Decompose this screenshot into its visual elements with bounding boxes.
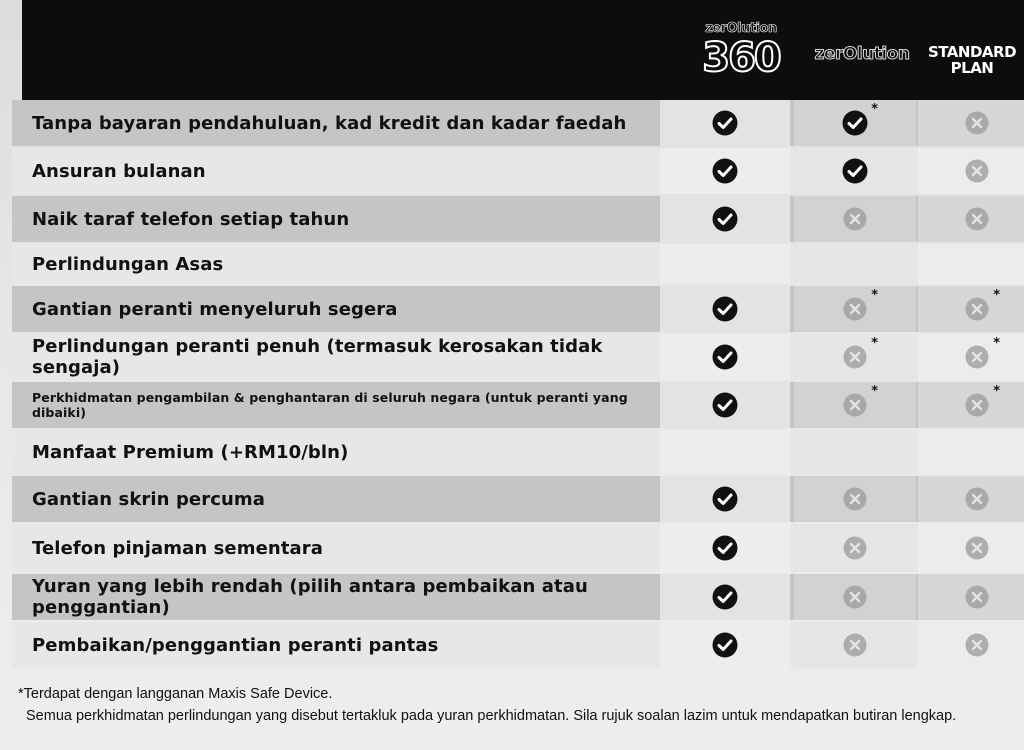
footnote-2: Semua perkhidmatan perlindungan yang disebut tertakluk pada yuran perkhidmatan. Sila rujuk soalan lazim untuk mendapatkan butiran lengkap. bbox=[26, 708, 957, 724]
check-icon bbox=[712, 486, 738, 512]
plan1-cell bbox=[660, 430, 790, 474]
plan2-cell bbox=[794, 382, 916, 428]
cross-icon bbox=[842, 486, 868, 512]
plan1-cell bbox=[660, 334, 790, 380]
feature-label: Perkhidmatan pengambilan & penghantaran di seluruh negara (untuk peranti yang dibaiki) bbox=[32, 390, 628, 420]
plan1-cell bbox=[660, 244, 790, 284]
comparison-row bbox=[12, 430, 1024, 474]
plan2-cell bbox=[794, 196, 916, 242]
asterisk-note: * bbox=[993, 384, 1000, 399]
footnote-1: *Terdapat dengan langganan Maxis Safe Device. bbox=[18, 686, 333, 702]
check-icon bbox=[712, 344, 738, 370]
plan3-cell bbox=[918, 196, 1024, 242]
asterisk-note: * bbox=[871, 384, 878, 399]
zerolution-logo: zerOlution bbox=[814, 44, 910, 64]
comparison-row bbox=[12, 334, 1024, 380]
cross-icon bbox=[842, 632, 868, 658]
check-icon bbox=[712, 392, 738, 418]
cross-icon bbox=[964, 158, 990, 184]
cross-icon bbox=[842, 384, 878, 418]
asterisk-note: * bbox=[993, 336, 1000, 351]
check-icon bbox=[712, 632, 738, 658]
plan2-cell bbox=[794, 430, 916, 474]
cross-icon bbox=[964, 336, 1000, 370]
plan3-cell bbox=[918, 430, 1024, 474]
zerolution-360-logo bbox=[697, 22, 785, 86]
feature-label: Naik taraf telefon setiap tahun bbox=[32, 208, 350, 230]
cross-icon bbox=[964, 584, 990, 610]
standard-plan-heading bbox=[927, 44, 1017, 76]
cross-icon bbox=[842, 584, 868, 610]
footnotes bbox=[18, 683, 1018, 727]
plan1-cell bbox=[660, 476, 790, 522]
plan1-cell bbox=[660, 286, 790, 332]
zerolution-360-logo-number: 360 bbox=[702, 35, 780, 81]
comparison-row bbox=[12, 286, 1024, 332]
check-icon bbox=[712, 584, 738, 610]
cross-icon bbox=[842, 336, 878, 370]
check-icon bbox=[712, 535, 738, 561]
cross-icon bbox=[964, 632, 990, 658]
check-icon bbox=[712, 296, 738, 322]
cross-icon bbox=[842, 206, 868, 232]
plan1-cell bbox=[660, 622, 790, 668]
plan3-cell bbox=[918, 148, 1024, 194]
standard-plan-line2: PLAN bbox=[950, 59, 994, 77]
cross-icon bbox=[964, 535, 990, 561]
comparison-row bbox=[12, 100, 1024, 146]
plan2-cell bbox=[794, 622, 916, 668]
comparison-row bbox=[12, 244, 1024, 284]
feature-label: Gantian peranti menyeluruh segera bbox=[32, 298, 398, 320]
asterisk-note: * bbox=[871, 288, 878, 303]
plan2-cell bbox=[794, 244, 916, 284]
table-header bbox=[22, 0, 1024, 100]
feature-label: Gantian skrin percuma bbox=[32, 488, 266, 510]
feature-label: Telefon pinjaman sementara bbox=[32, 537, 323, 559]
cross-icon bbox=[964, 384, 1000, 418]
plan3-cell bbox=[918, 334, 1024, 380]
comparison-row bbox=[12, 148, 1024, 194]
comparison-row bbox=[12, 622, 1024, 668]
feature-label: Ansuran bulanan bbox=[32, 160, 206, 182]
plan2-cell bbox=[794, 286, 916, 332]
plan1-cell bbox=[660, 100, 790, 146]
check-icon bbox=[712, 110, 738, 136]
plan3-cell bbox=[918, 286, 1024, 332]
plan3-cell bbox=[918, 476, 1024, 522]
plan1-cell bbox=[660, 524, 790, 572]
cross-icon bbox=[964, 486, 990, 512]
asterisk-note: * bbox=[993, 288, 1000, 303]
comparison-row bbox=[12, 196, 1024, 242]
plan1-cell bbox=[660, 148, 790, 194]
feature-label: Perlindungan peranti penuh (termasuk kerosakan tidak sengaja) bbox=[32, 336, 603, 378]
plan3-cell bbox=[918, 244, 1024, 284]
feature-label: Yuran yang lebih rendah (pilih antara pembaikan atau penggantian) bbox=[32, 576, 588, 618]
comparison-row bbox=[12, 382, 1024, 428]
asterisk-note: * bbox=[871, 102, 878, 117]
plan2-cell bbox=[794, 100, 916, 146]
check-icon bbox=[842, 158, 868, 184]
plan2-cell bbox=[794, 524, 916, 572]
plan1-cell bbox=[660, 196, 790, 242]
comparison-row bbox=[12, 574, 1024, 620]
cross-icon bbox=[842, 535, 868, 561]
plan3-cell bbox=[918, 100, 1024, 146]
comparison-row bbox=[12, 524, 1024, 572]
zerolution-360-logo-text: zerOlution bbox=[705, 21, 777, 36]
cross-icon bbox=[964, 110, 990, 136]
plan2-cell bbox=[794, 476, 916, 522]
plan2-cell bbox=[794, 574, 916, 620]
plan2-cell bbox=[794, 334, 916, 380]
check-icon bbox=[842, 102, 878, 136]
feature-label: Manfaat Premium (+RM10/bln) bbox=[32, 441, 349, 463]
cross-icon bbox=[964, 288, 1000, 322]
plan3-cell bbox=[918, 574, 1024, 620]
comparison-row bbox=[12, 476, 1024, 522]
cross-icon bbox=[842, 288, 878, 322]
standard-plan-line1: STANDARD bbox=[927, 43, 1017, 61]
plan3-cell bbox=[918, 622, 1024, 668]
plan3-cell bbox=[918, 382, 1024, 428]
check-icon bbox=[712, 158, 738, 184]
plan1-cell bbox=[660, 382, 790, 428]
feature-label: Perlindungan Asas bbox=[32, 253, 224, 275]
feature-label: Pembaikan/penggantian peranti pantas bbox=[32, 634, 439, 656]
feature-label: Tanpa bayaran pendahuluan, kad kredit dan kadar faedah bbox=[32, 112, 627, 134]
check-icon bbox=[712, 206, 738, 232]
asterisk-note: * bbox=[871, 336, 878, 351]
plan1-cell bbox=[660, 574, 790, 620]
plan3-cell bbox=[918, 524, 1024, 572]
plan2-cell bbox=[794, 148, 916, 194]
cross-icon bbox=[964, 206, 990, 232]
